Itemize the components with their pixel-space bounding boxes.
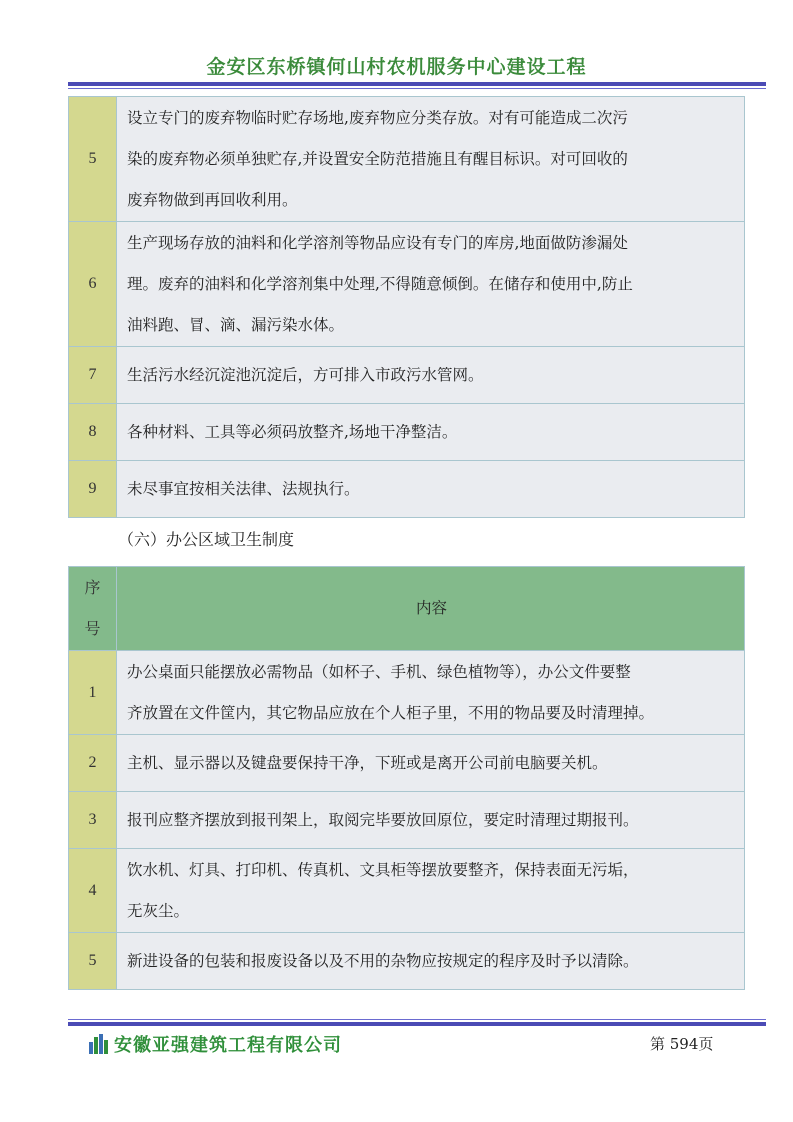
row-content (117, 222, 745, 347)
footer-rule-thick (68, 1022, 766, 1026)
footer-company (88, 1031, 342, 1057)
table-row (69, 347, 745, 404)
row-content (117, 347, 745, 404)
table-row (69, 404, 745, 461)
table-row (69, 792, 745, 849)
row-number: 5 (69, 97, 117, 222)
content-line: 生产现场存放的油料和化学溶剂等物品应设有专门的库房,地面做防渗漏处 (127, 233, 628, 252)
company-name: 安徽亚强建筑工程有限公司 (114, 1035, 342, 1056)
row-number: 4 (69, 849, 117, 933)
row-content (117, 792, 745, 849)
content-line: 无灰尘。 (127, 901, 190, 920)
header-content-col: 内容 (117, 567, 745, 651)
header-rule-thick (68, 82, 766, 86)
row-content (117, 849, 745, 933)
row-content (117, 735, 745, 792)
header-num-col (69, 567, 117, 651)
page-number: 第 594页 (650, 1035, 714, 1053)
row-number: 9 (69, 461, 117, 518)
content-line: 未尽事宜按相关法律、法规执行。 (127, 479, 360, 498)
content-line: 新进设备的包装和报废设备以及不用的杂物应按规定的程序及时予以清除。 (127, 951, 639, 970)
row-number: 8 (69, 404, 117, 461)
table-row (69, 651, 745, 735)
row-number: 6 (69, 222, 117, 347)
content-line: 办公桌面只能摆放必需物品（如杯子、手机、绿色植物等），办公文件要整 (127, 662, 631, 681)
building-logo-icon (88, 1034, 110, 1054)
waste-rules-table (68, 96, 745, 518)
content-line: 理。废弃的油料和化学溶剂集中处理,不得随意倾倒。在储存和使用中,防止 (127, 274, 633, 293)
footer-rule-thin (68, 1019, 766, 1020)
content-line: 油料跑、冒、滴、漏污染水体。 (127, 315, 345, 334)
content-line: 废弃物做到再回收利用。 (127, 190, 298, 209)
section-heading: （六）办公区域卫生制度 (118, 530, 295, 549)
row-number: 1 (69, 651, 117, 735)
content-line: 报刊应整齐摆放到报刊架上，取阅完毕要放回原位，要定时清理过期报刊。 (127, 810, 639, 829)
table-row (69, 222, 745, 347)
content-line: 生活污水经沉淀池沉淀后，方可排入市政污水管网。 (127, 365, 484, 384)
row-content (117, 933, 745, 990)
header-num-char-1: 序 (84, 579, 101, 597)
row-content (117, 651, 745, 735)
table-row (69, 735, 745, 792)
row-number: 3 (69, 792, 117, 849)
header-num-char-2: 号 (84, 620, 101, 638)
row-number: 5 (69, 933, 117, 990)
row-content (117, 97, 745, 222)
content-line: 染的废弃物必须单独贮存,并设置安全防范措施且有醒目标识。对可回收的 (127, 149, 628, 168)
table-row (69, 97, 745, 222)
row-number: 7 (69, 347, 117, 404)
row-content (117, 461, 745, 518)
table-row (69, 849, 745, 933)
row-number: 2 (69, 735, 117, 792)
row-content (117, 404, 745, 461)
table-row (69, 461, 745, 518)
table-row (69, 933, 745, 990)
content-line: 各种材料、工具等必须码放整齐,场地干净整洁。 (127, 422, 458, 441)
office-hygiene-table (68, 566, 745, 990)
table-header-row (69, 567, 745, 651)
content-line: 主机、显示器以及键盘要保持干净，下班或是离开公司前电脑要关机。 (127, 753, 608, 772)
content-line: 设立专门的废弃物临时贮存场地,废弃物应分类存放。对有可能造成二次污 (127, 108, 628, 127)
header-rule-thin (68, 88, 766, 89)
content-line: 饮水机、灯具、打印机、传真机、文具柜等摆放要整齐，保持表面无污垢， (127, 860, 639, 879)
page-header-title: 金安区东桥镇何山村农机服务中心建设工程 (206, 56, 587, 78)
content-line: 齐放置在文件筐内，其它物品应放在个人柜子里，不用的物品要及时清理掉。 (127, 703, 655, 722)
